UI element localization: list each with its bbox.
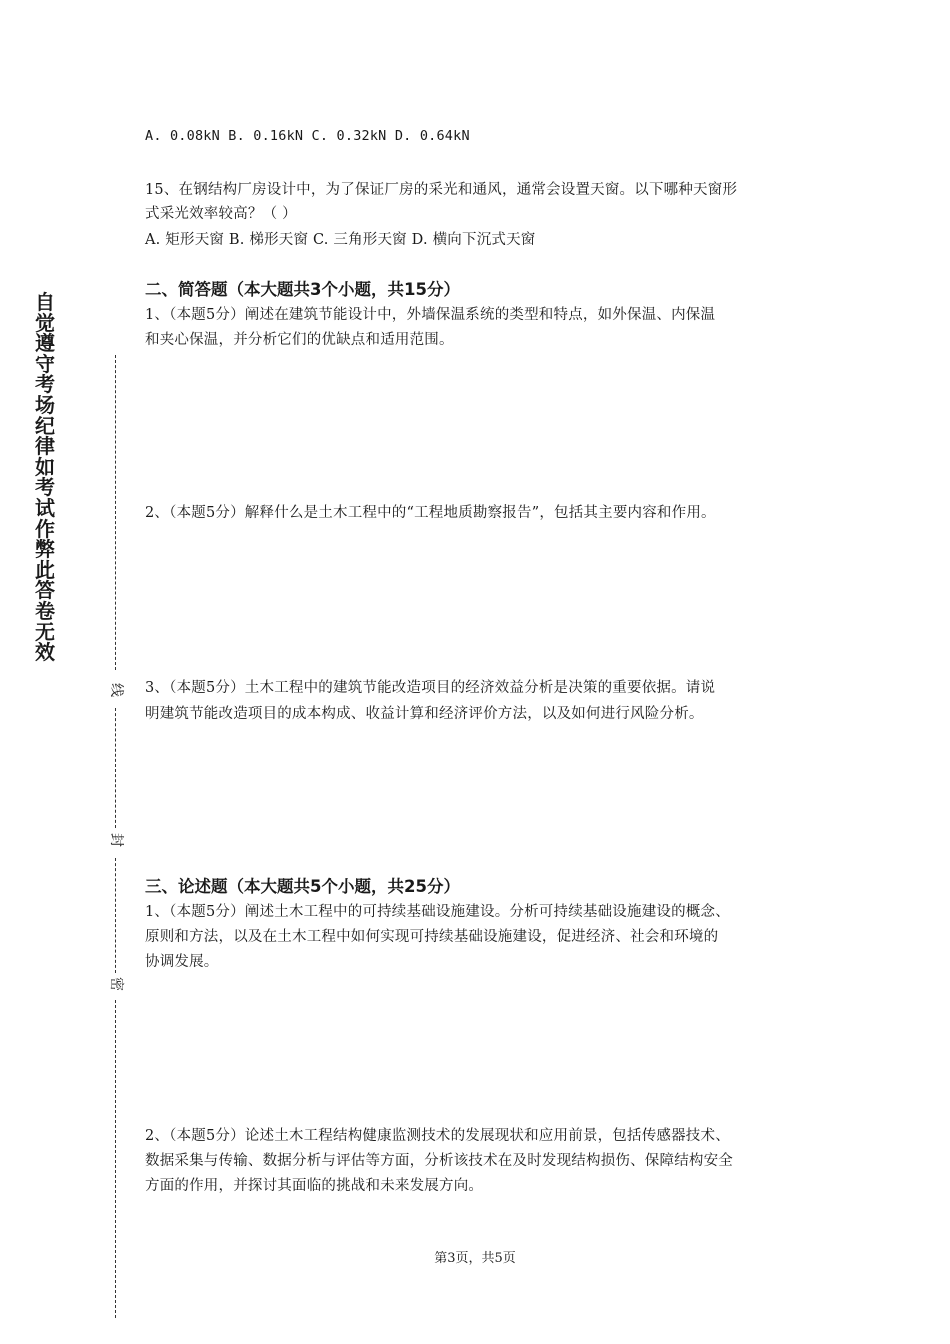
section3-heading: 三、论述题（本大题共5个小题，共25分） <box>145 877 460 896</box>
q15-options: A. 矩形天窗 B. 梯形天窗 C. 三角形天窗 D. 横向下沉式天窗 <box>145 232 536 248</box>
notice-char: 律 <box>35 434 55 459</box>
seal-line-segment <box>115 355 116 670</box>
q14-options: A. 0.08kN B. 0.16kN C. 0.32kN D. 0.64kN <box>145 128 470 144</box>
s3-q2-line1: 2、（本题5分）论述土木工程结构健康监测技术的发展现状和应用前景，包括传感器技术、 <box>145 1128 730 1144</box>
notice-char: 守 <box>35 351 55 376</box>
s2-q3-line1: 3、（本题5分）土木工程中的建筑节能改造项目的经济效益分析是决策的重要依据。请说 <box>145 680 716 696</box>
s2-q3-line2: 明建筑节能改造项目的成本构成、收益计算和经济评价方法，以及如何进行风险分析。 <box>145 706 704 722</box>
notice-char: 遵 <box>35 331 55 356</box>
q15-text-line2: 式采光效率较高？（ ） <box>145 206 297 222</box>
seal-label-seal: 封 <box>108 833 124 847</box>
notice-char: 无 <box>35 619 55 644</box>
notice-char: 作 <box>35 516 55 541</box>
s2-q2-line1: 2、（本题5分）解释什么是土木工程中的“工程地质勘察报告”，包括其主要内容和作用。 <box>145 505 716 521</box>
notice-char: 考 <box>35 372 55 397</box>
seal-label-line: 线 <box>108 683 124 697</box>
notice-char: 自 <box>35 290 55 314</box>
s3-q2-line2: 数据采集与传输、数据分析与评估等方面，分析该技术在及时发现结构损伤、保障结构安全 <box>145 1153 733 1169</box>
notice-char: 场 <box>35 392 55 417</box>
notice-char: 效 <box>35 640 55 665</box>
s3-q2-line3: 方面的作用，并探讨其面临的挑战和未来发展方向。 <box>145 1178 484 1194</box>
notice-char: 弊 <box>35 537 55 562</box>
s3-q1-line1: 1、（本题5分）阐述土木工程中的可持续基础设施建设。分析可持续基础设施建设的概念、 <box>145 904 730 920</box>
s2-q1-line2: 和夹心保温，并分析它们的优缺点和适用范围。 <box>145 332 454 348</box>
notice-char: 卷 <box>35 598 55 623</box>
exam-discipline-notice <box>30 292 60 663</box>
s3-q1-line3: 协调发展。 <box>145 954 219 970</box>
notice-char: 答 <box>35 578 55 603</box>
notice-char: 如 <box>35 454 55 479</box>
seal-label-secret: 密 <box>108 977 124 991</box>
s3-q1-line2: 原则和方法，以及在土木工程中如何实现可持续基础设施建设，促进经济、社会和环境的 <box>145 929 719 945</box>
page-number: 第3页，共5页 <box>434 1251 516 1266</box>
seal-line-segment <box>115 708 116 828</box>
q15-text-line1: 15、在钢结构厂房设计中，为了保证厂房的采光和通风，通常会设置天窗。以下哪种天窗形 <box>145 182 738 198</box>
notice-char: 纪 <box>35 413 55 438</box>
seal-line-segment <box>115 1000 116 1318</box>
section2-heading: 二、简答题（本大题共3个小题，共15分） <box>145 280 460 299</box>
seal-line-segment <box>115 858 116 973</box>
notice-char: 试 <box>35 495 55 520</box>
notice-char: 此 <box>35 557 55 582</box>
s2-q1-line1: 1、（本题5分）阐述在建筑节能设计中，外墙保温系统的类型和特点，如外保温、内保温 <box>145 307 716 323</box>
notice-char: 考 <box>35 475 55 500</box>
notice-char: 觉 <box>35 310 55 335</box>
